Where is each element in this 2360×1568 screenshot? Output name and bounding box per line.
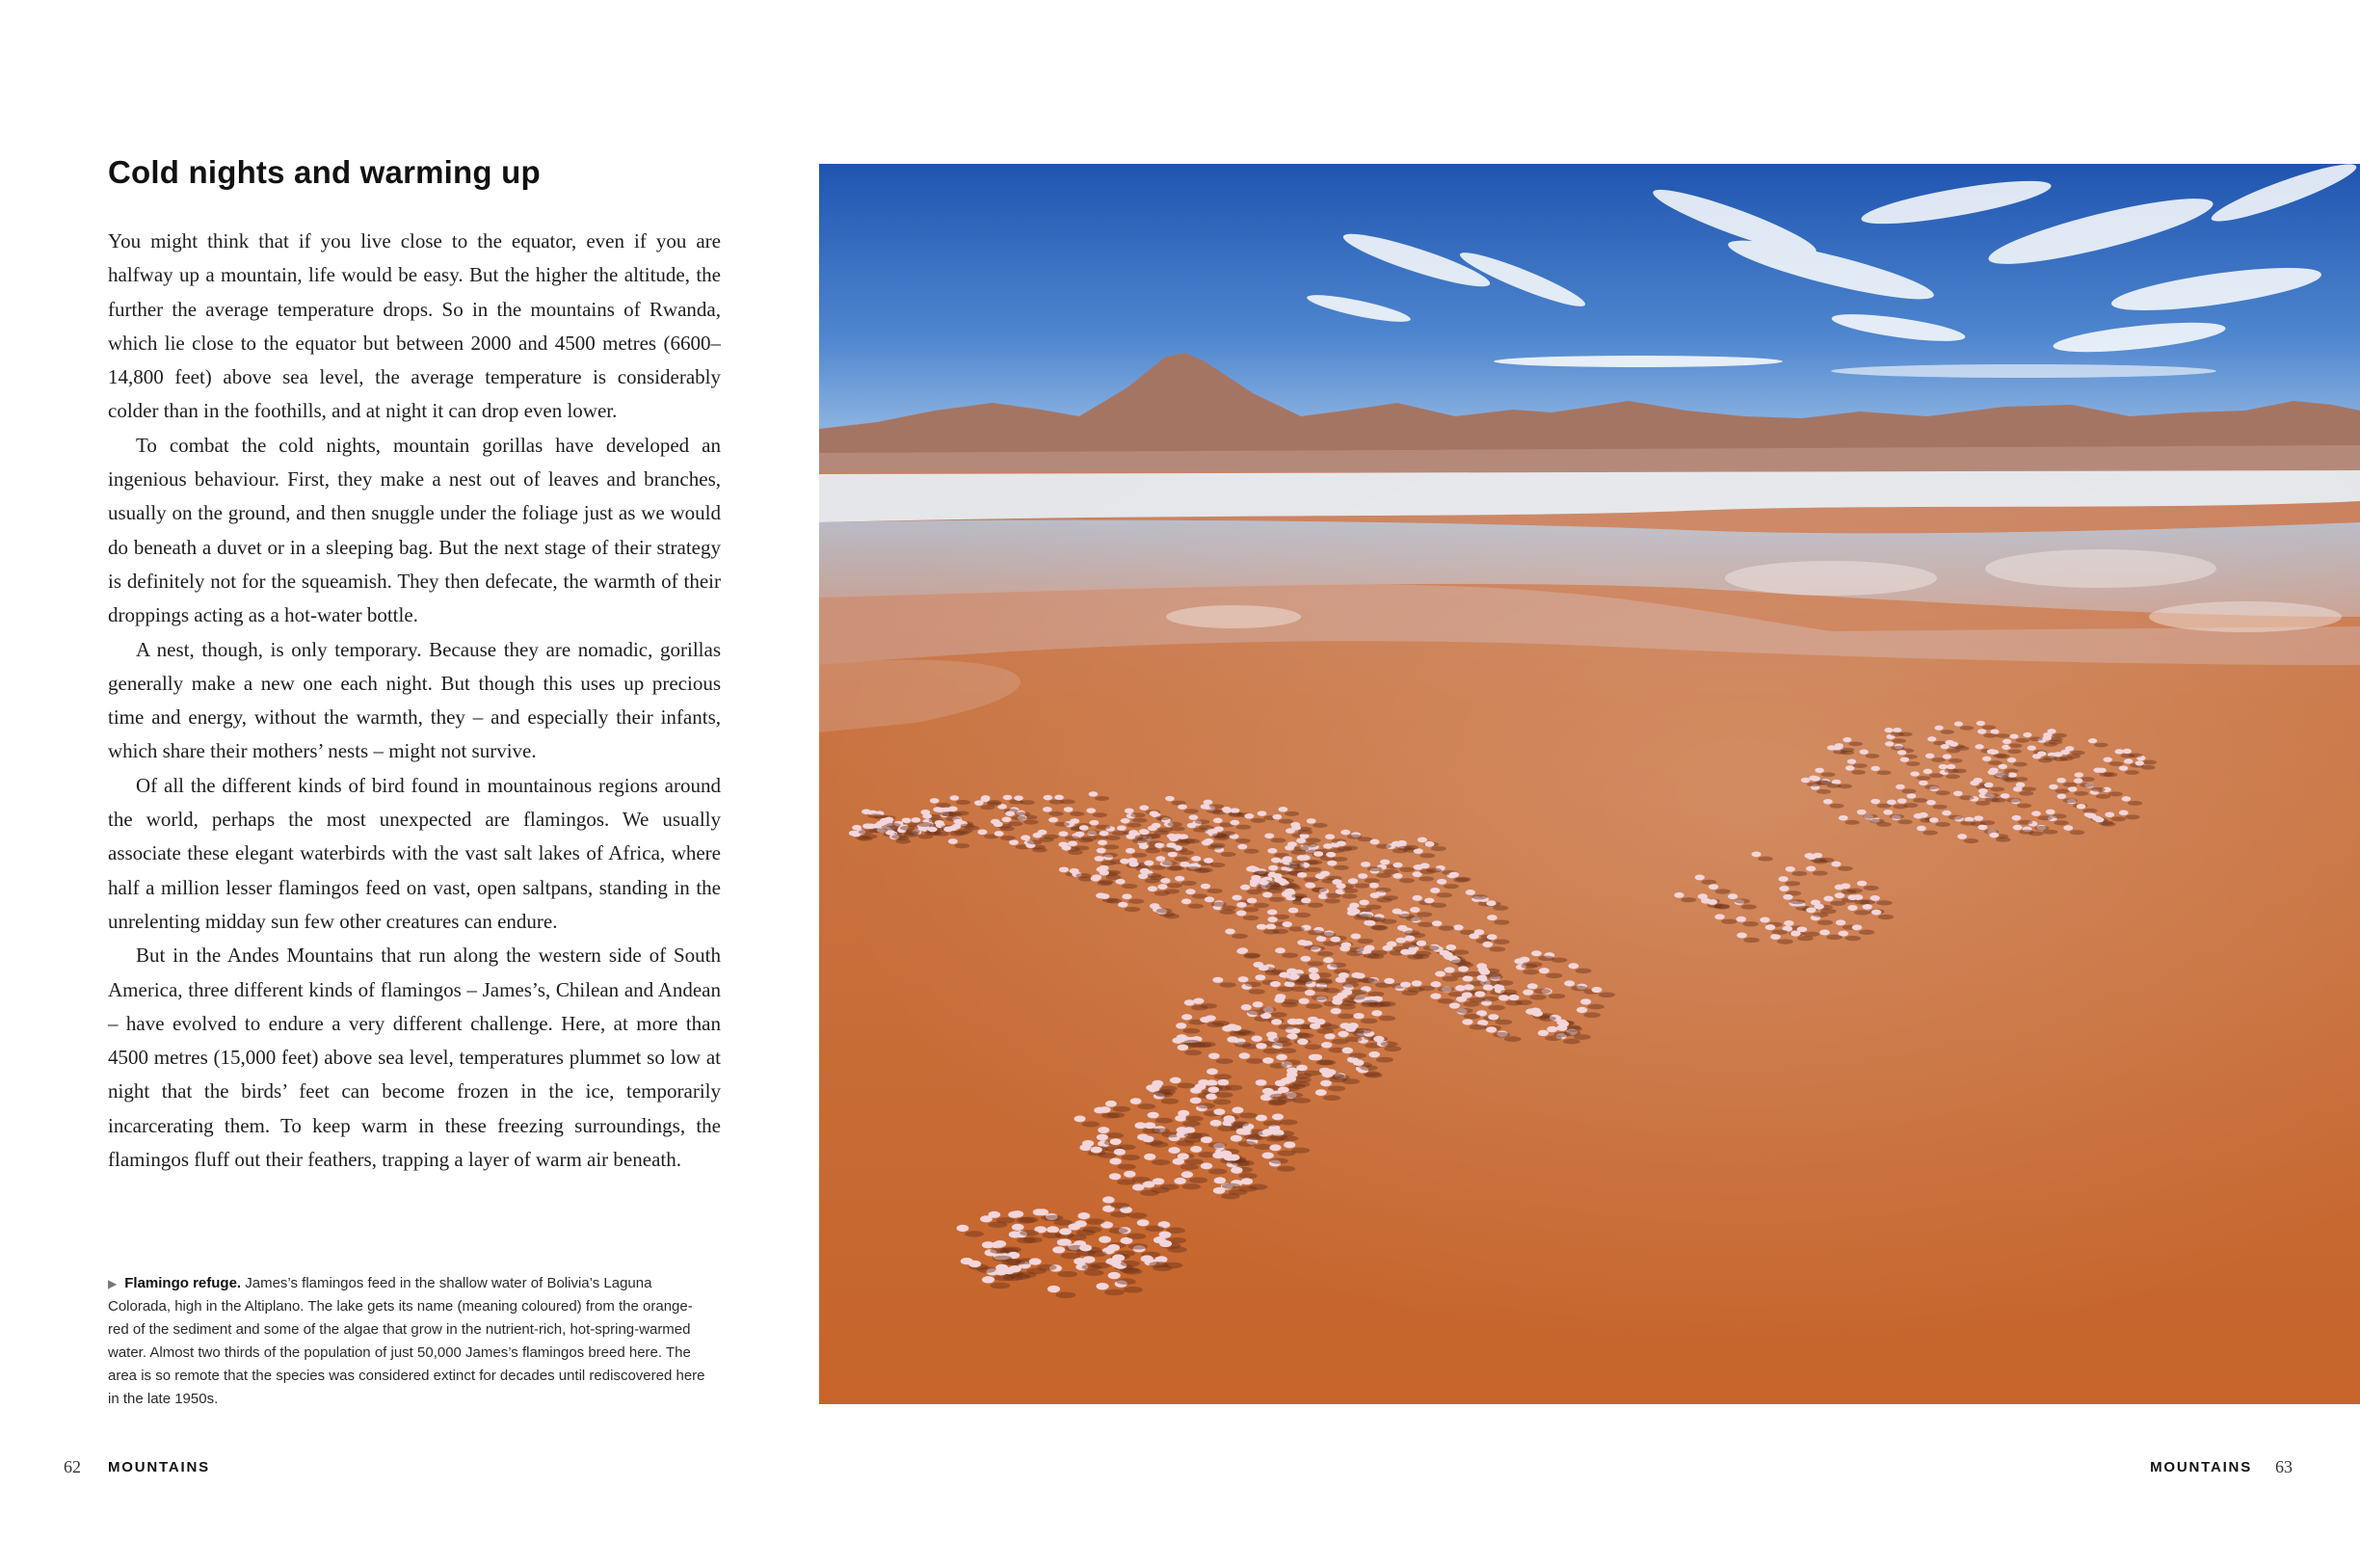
page-number-right: 63 — [2275, 1457, 2293, 1476]
paragraph: A nest, though, is only temporary. Because they are nomadic, gorillas generally make a new one each night. But though this uses up precious time and energy, without the warmth, they – and especially their infants, which share their mothers’ nests – might not survive. — [108, 637, 721, 763]
flamingo-lake-photo — [819, 164, 2360, 1404]
body-text — [108, 225, 721, 1177]
page-number-left: 62 — [64, 1457, 81, 1476]
running-head-left: MOUNTAINS — [108, 1459, 210, 1475]
caption-title: Flamingo refuge. — [124, 1275, 242, 1291]
paragraph: To combat the cold nights, mountain gorillas have developed an ingenious behaviour. First, they make a nest out of leaves and branches, usually on the ground, and then snuggle under the foliage just as we would do beneath a duvet or in a sleeping bag. But the next stage of their strategy is definitely not for the squeamish. They then defecate, the warmth of their droppings acting as a hot-water bottle. — [108, 433, 721, 627]
paragraph: Of all the different kinds of bird found in mountainous regions around the world, perhaps the most unexpected are flamingos. We usually associate these elegant waterbirds with the vast salt lakes of Africa, where half a million lesser flamingos feed on vast, open saltpans, standing in the unrelenting midday sun few other creatures can endure. — [108, 773, 721, 933]
caption-arrow-icon: ▶ — [108, 1277, 118, 1290]
photo-caption — [108, 1272, 705, 1411]
caption-text: James’s flamingos feed in the shallow water of Bolivia’s Laguna Colorada, high in the Altiplano. The lake gets its name (meaning coloured) from the orange-red of the sediment and some of the algae that grow in the nutrient-rich, hot-spring-warmed water. Almost two thirds of the population of just 50,000 James’s flamingos breed here. The area is so remote that the species was considered extinct for decades until rediscovered here in the late 1950s. — [108, 1275, 705, 1407]
paragraph: You might think that if you live close to the equator, even if you are halfway up a mountain, life would be easy. But the higher the altitude, the further the average temperature drops. So in the mountains of Rwanda, which lie close to the equator but between 2000 and 4500 metres (6600–14,800 feet) above sea level, the average temperature is considerably colder than in the foothills, and at night it can drop even lower. — [108, 229, 721, 423]
running-head-right: MOUNTAINS — [2150, 1459, 2252, 1475]
page-heading: Cold nights and warming up — [108, 154, 541, 190]
paragraph: But in the Andes Mountains that run along the western side of South America, three different kinds of flamingos – James’s, Chilean and Andean – have evolved to endure a very different challenge. Here, at more than 4500 metres (15,000 feet) above sea level, temperatures plummet so low at night that the birds’ feet can become frozen in the ice, temporarily incarcerating them. To keep warm in these freezing surroundings, the flamingos fluff out their feathers, trapping a layer of warm air beneath. — [108, 943, 721, 1172]
